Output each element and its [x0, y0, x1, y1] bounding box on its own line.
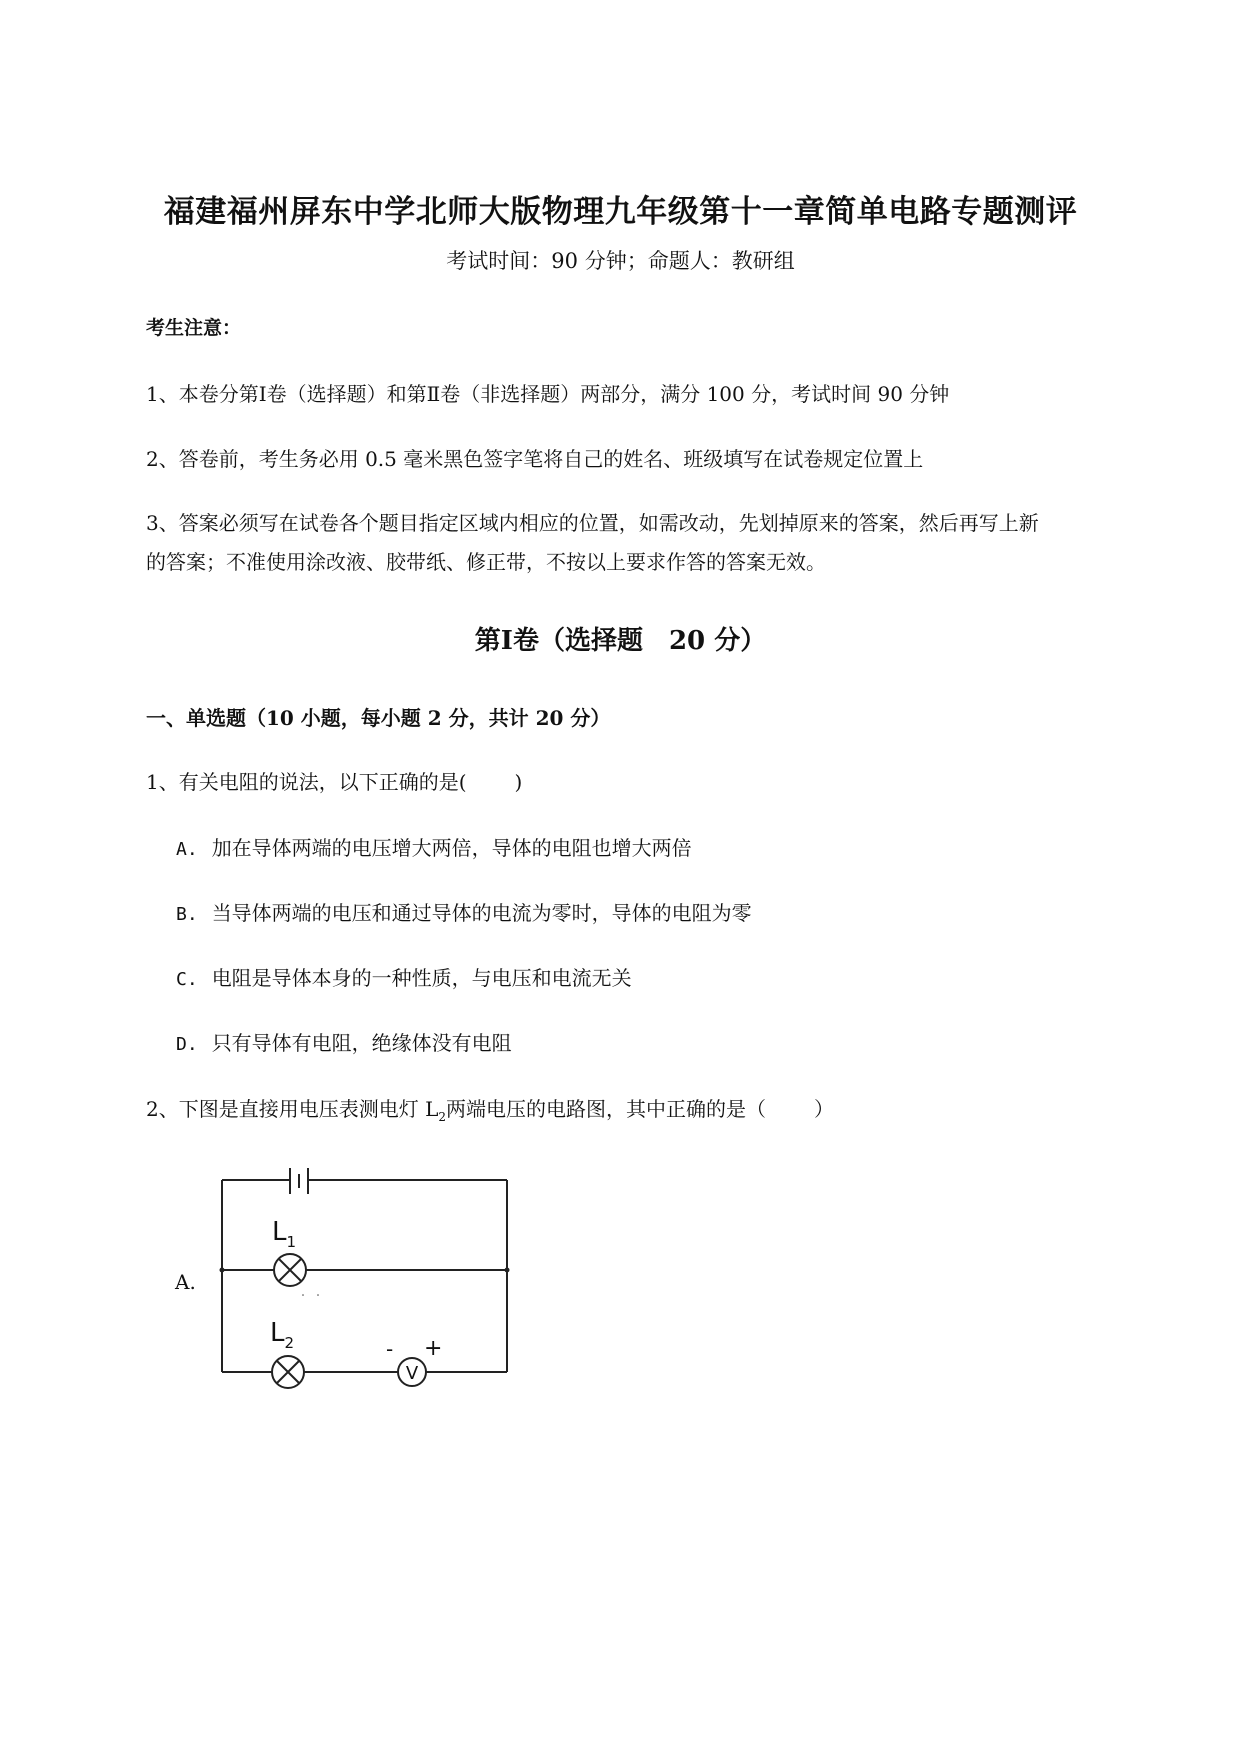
question-1-option-d[interactable]: [176, 1027, 512, 1056]
option-letter: C.: [176, 969, 198, 990]
notice-item-3: 3、答案必须写在试卷各个题目指定区域内相应的位置，如需改动，先划掉原来的答案，然后再写上新: [146, 511, 1039, 535]
stray-dot-2: [317, 1294, 319, 1296]
lamp-l1-label: $L_1$: [272, 1217, 297, 1251]
option-text: 加在导体两端的电压增大两倍，导体的电阻也增大两倍: [211, 836, 692, 860]
question-1-option-a[interactable]: [176, 832, 692, 861]
stray-dot: [302, 1294, 304, 1296]
exam-info: 考试时间：90 分钟；命题人：教研组: [446, 249, 795, 273]
question-1-option-b[interactable]: [176, 897, 752, 926]
notice-item-2: 2、答卷前，考生务必用 0.5 毫米黑色签字笔将自己的姓名、班级填写在试卷规定位置上: [146, 447, 924, 471]
part-heading: 一、单选题（10 小题，每小题 2 分，共计 20 分）: [146, 706, 611, 730]
voltmeter-label: V: [405, 1363, 419, 1384]
section-title: 第Ⅰ卷（选择题 20 分）: [474, 626, 767, 656]
notice-item-3-continued: 的答案；不准使用涂改液、胶带纸、修正带，不按以上要求作答的答案无效。: [146, 550, 826, 574]
junction-left: [220, 1268, 225, 1273]
option-letter: A.: [176, 839, 198, 860]
notice-item-1: 1、本卷分第Ⅰ卷（选择题）和第Ⅱ卷（非选择题）两部分，满分 100 分，考试时间 90 分钟: [146, 382, 950, 406]
lamp-l1-icon: [274, 1254, 306, 1286]
option-letter: D.: [176, 1034, 198, 1055]
option-text: 电阻是导体本身的一种性质，与电压和电流无关: [211, 966, 632, 990]
option-text: 只有导体有电阻，绝缘体没有电阻: [211, 1031, 512, 1055]
option-letter: B.: [176, 904, 198, 925]
lamp-l2-icon: [272, 1356, 304, 1388]
question-1-stem: 1、有关电阻的说法，以下正确的是( ): [146, 770, 523, 794]
junction-right: [505, 1268, 510, 1273]
voltmeter-plus-sign: +: [424, 1336, 443, 1361]
option-text: 当导体两端的电压和通过导体的电流为零时，导体的电阻为零: [211, 901, 752, 925]
lamp-l2-label: $L_2$: [270, 1318, 295, 1352]
figure-option-a-label[interactable]: A.: [175, 1270, 196, 1294]
document-title: 福建福州屏东中学北师大版物理九年级第十一章简单电路专题测评: [163, 194, 1078, 230]
circuit-diagram-a: [210, 1150, 530, 1400]
question-1-option-c[interactable]: [176, 962, 632, 991]
question-2-stem: 2、下图是直接用电压表测电灯 $L_2$两端电压的电路图，其中正确的是（ ）: [146, 1097, 835, 1124]
notice-heading: 考生注意：: [146, 317, 242, 339]
voltmeter-minus-sign: -: [386, 1337, 394, 1361]
